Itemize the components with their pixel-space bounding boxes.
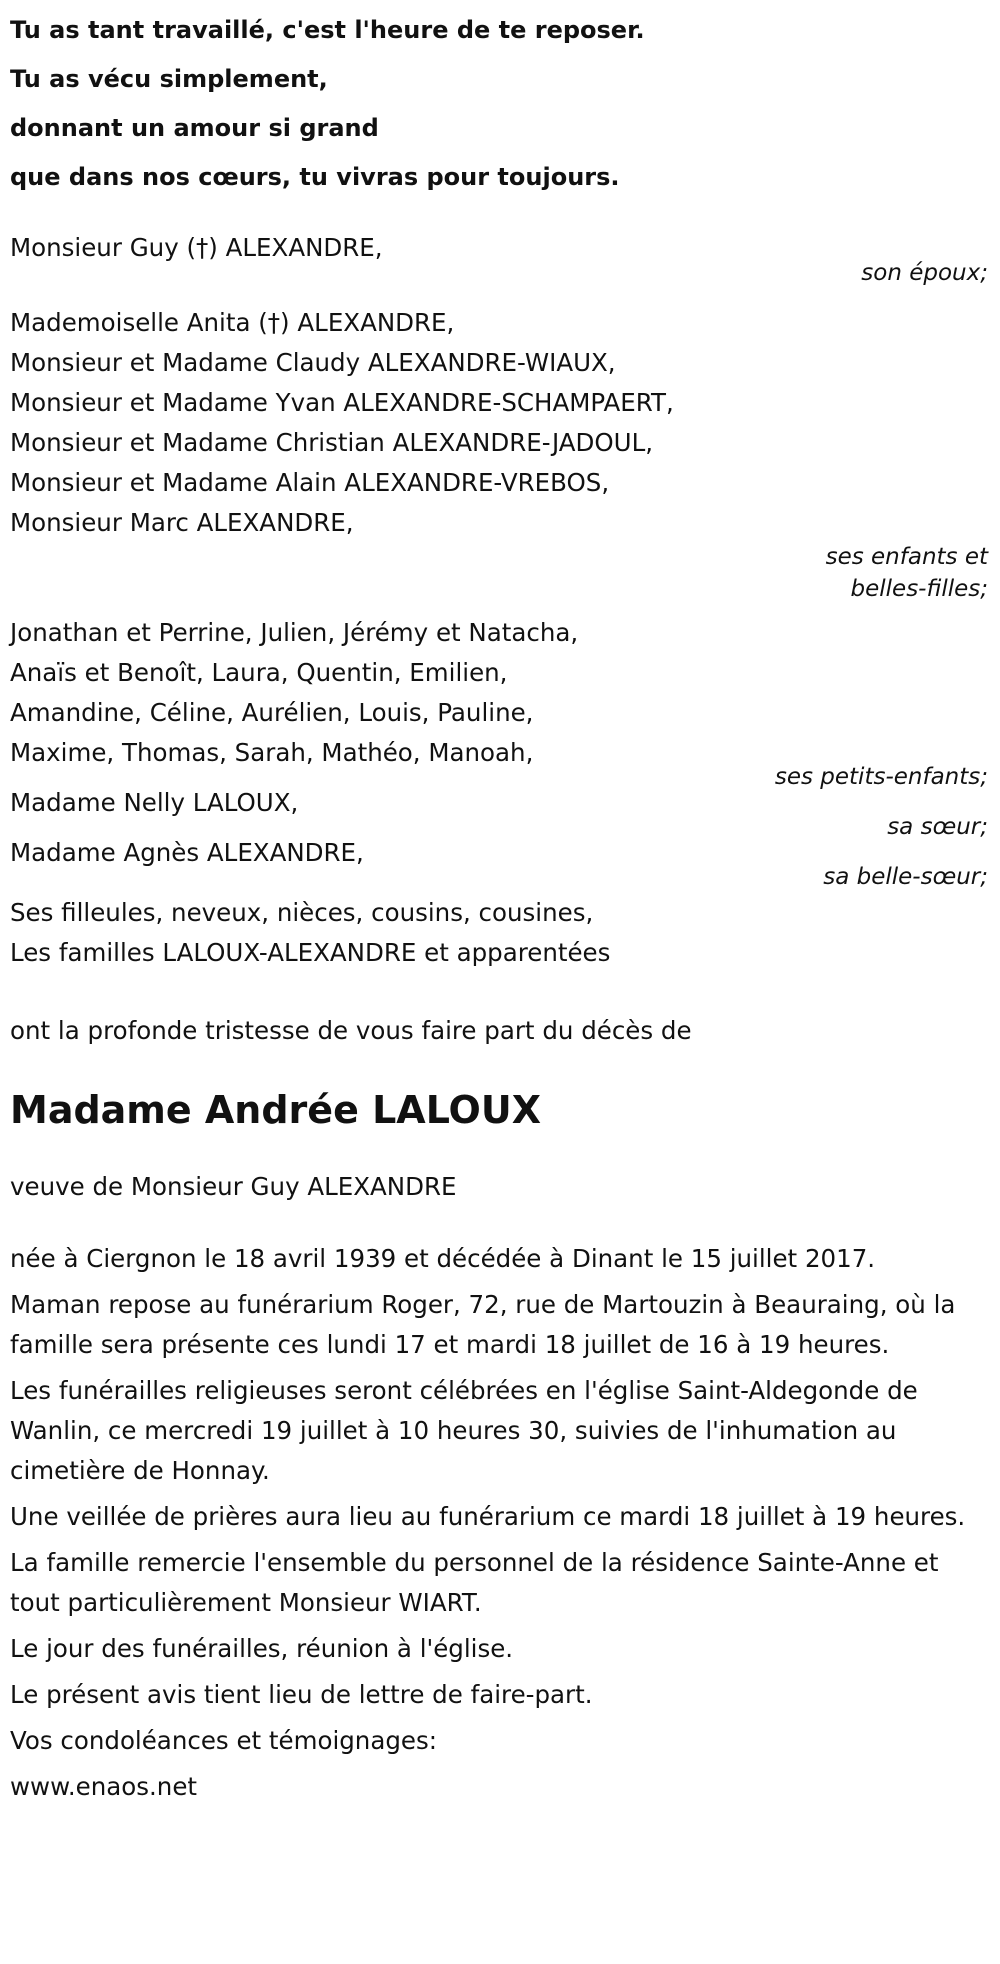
details	[10, 1239, 988, 1807]
poem	[10, 6, 988, 202]
family-name: Amandine, Céline, Aurélien, Louis, Pauline,	[10, 698, 534, 727]
family-name: Maxime, Thomas, Sarah, Mathéo, Manoah,	[10, 738, 534, 767]
funeral-paragraph: Les funérailles religieuses seront célébrées en l'église Saint-Aldegonde de Wanlin, ce mercredi 19 juillet à 10 heures 30, suivies de l'inhumation au cimetière de Honnay.	[10, 1376, 918, 1485]
poem-line: que dans nos cœurs, tu vivras pour toujours.	[10, 163, 620, 191]
family-role: belles-filles;	[850, 576, 988, 602]
family-name: Monsieur Guy (†) ALEXANDRE,	[10, 233, 383, 262]
family-sister-in-law	[10, 833, 988, 897]
family-name: Madame Agnès ALEXANDRE,	[10, 838, 364, 867]
vigil-paragraph: Une veillée de prières aura lieu au funérarium ce mardi 18 juillet à 19 heures.	[10, 1502, 966, 1531]
website-link[interactable]: www.enaos.net	[10, 1772, 198, 1801]
family-name: Madame Nelly LALOUX,	[10, 788, 299, 817]
widow-of: veuve de Monsieur Guy ALEXANDRE	[10, 1172, 457, 1201]
family-name: Anaïs et Benoît, Laura, Quentin, Emilien,	[10, 658, 508, 687]
family-role: son époux;	[861, 260, 988, 286]
poem-line: Tu as tant travaillé, c'est l'heure de te reposer.	[10, 16, 645, 44]
family-role: sa belle-sœur;	[823, 864, 988, 890]
family-name: Jonathan et Perrine, Julien, Jérémy et Natacha,	[10, 618, 579, 647]
family-grandchildren	[10, 613, 988, 797]
family-role: sa sœur;	[887, 814, 988, 840]
family-name: Ses filleules, neveux, nièces, cousins, cousines,	[10, 898, 594, 927]
poem-line: donnant un amour si grand	[10, 114, 379, 142]
poem-line: Tu as vécu simplement,	[10, 65, 328, 93]
thanks-paragraph: La famille remercie l'ensemble du personnel de la résidence Sainte-Anne et tout particulièrement Monsieur WIART.	[10, 1548, 939, 1617]
family-children	[10, 303, 988, 609]
family-name: Monsieur et Madame Alain ALEXANDRE-VREBOS,	[10, 468, 610, 497]
meeting-paragraph: Le jour des funérailles, réunion à l'église.	[10, 1634, 514, 1663]
family-others	[10, 893, 988, 973]
family-name: Monsieur et Madame Yvan ALEXANDRE-SCHAMPAERT,	[10, 388, 674, 417]
announcement: ont la profonde tristesse de vous faire part du décès de	[10, 1016, 692, 1045]
family-role: ses petits-enfants;	[774, 764, 988, 790]
deceased-name: Madame Andrée LALOUX	[10, 1088, 542, 1132]
family-spouse	[10, 228, 988, 293]
family-name: Mademoiselle Anita (†) ALEXANDRE,	[10, 308, 455, 337]
family-name: Les familles LALOUX-ALEXANDRE et apparentées	[10, 938, 611, 967]
family-name: Monsieur et Madame Claudy ALEXANDRE-WIAUX,	[10, 348, 616, 377]
obituary-notice	[10, 0, 988, 1807]
family-name: Monsieur et Madame Christian ALEXANDRE-JADOUL,	[10, 428, 654, 457]
birth-death-paragraph: née à Ciergnon le 18 avril 1939 et décédée à Dinant le 15 juillet 2017.	[10, 1244, 876, 1273]
family-name: Monsieur Marc ALEXANDRE,	[10, 508, 354, 537]
condolences-paragraph: Vos condoléances et témoignages:	[10, 1726, 437, 1755]
visitation-paragraph: Maman repose au funérarium Roger, 72, rue de Martouzin à Beauraing, où la famille sera présente ces lundi 17 et mardi 18 juillet de 16 à 19 heures.	[10, 1290, 956, 1359]
family-role: ses enfants et	[825, 544, 988, 570]
notice-paragraph: Le présent avis tient lieu de lettre de faire-part.	[10, 1680, 593, 1709]
